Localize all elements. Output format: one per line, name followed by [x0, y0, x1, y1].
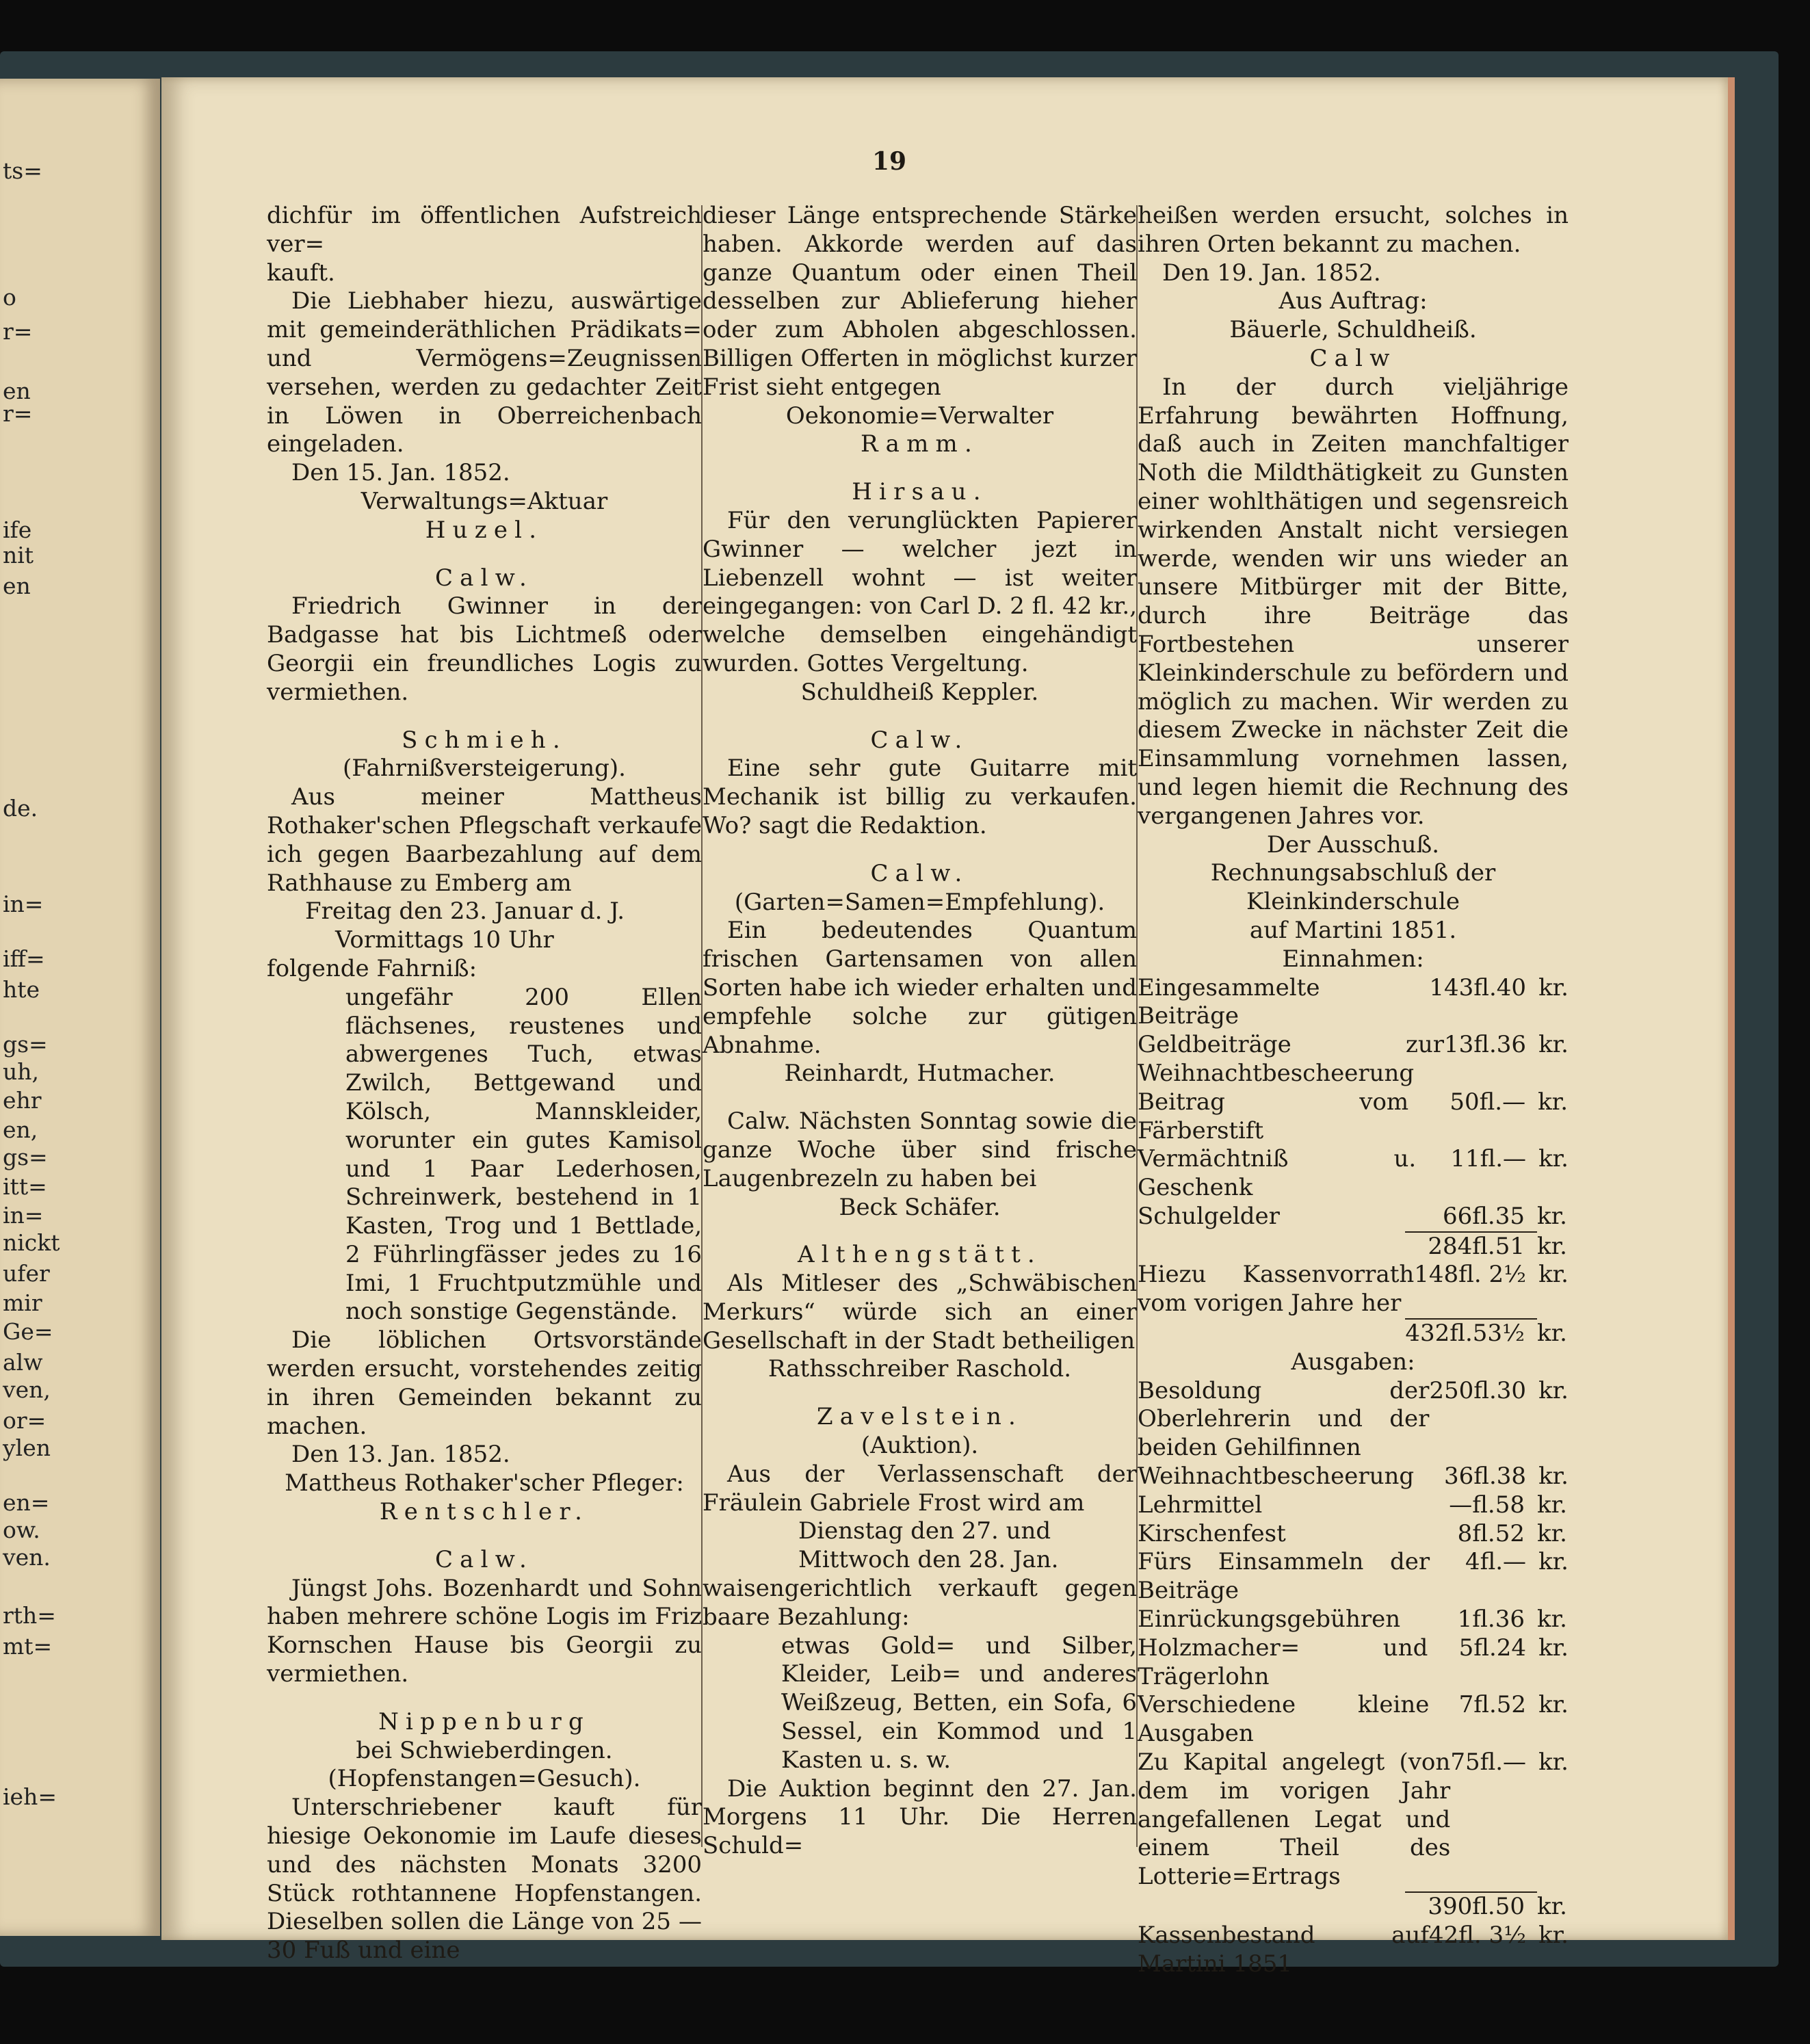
- page-number: 19: [872, 147, 907, 176]
- notice-signature: Rathsschreiber Raschold.: [768, 1355, 1072, 1383]
- row-label: Einrückungsgebühren: [1138, 1606, 1401, 1634]
- column-1: [267, 202, 702, 1965]
- left-page-fragment: ts=: [3, 157, 42, 184]
- table-row: [1138, 1031, 1569, 1088]
- left-page-margin: [0, 79, 160, 1936]
- row-amount: 13fl.36: [1444, 1031, 1527, 1059]
- notice-signature: Rentschler.: [379, 1498, 590, 1526]
- notice-heading: Calw: [1309, 344, 1397, 372]
- notice-subheading: (Fahrnißversteigerung).: [343, 755, 626, 783]
- left-page-fragment: mt=: [3, 1633, 53, 1660]
- notice-body: In der durch vieljährige Erfahrung bewährten Hoffnung, daß auch in Zeiten manchfaltiger Noth die Mildthätigkeit zu Gunsten einer wohlthätigen und segensreich wirkenden Anstalt nicht versiegen werde, wenden wir uns wieder an unsere Mitbürger mit der Bitte, durch ihre Beiträge das Fortbestehen unserer Kleinkinderschule zu befördern und möglich zu machen. Wir werden zu diesem Zwecke in nächster Zeit die Einsammlung vornehmen lassen, und legen hiemit die Rechnung des vergangenen Jahres vor.: [1138, 373, 1569, 830]
- notice-heading: Nippenburg: [378, 1707, 590, 1735]
- left-page-fragment: o: [3, 284, 16, 311]
- row-unit: kr.: [1538, 1031, 1569, 1059]
- notice-body: Aus meiner Mattheus Rothaker'schen Pflegschaft verkaufe ich gegen Baarbezahlung auf dem Rathhause zu Emberg am: [267, 783, 702, 897]
- table-sum-row: [1138, 1891, 1569, 1922]
- table-title: auf Martini 1851.: [1249, 916, 1457, 944]
- row-amount: 11fl.—: [1450, 1145, 1527, 1173]
- notice-subheading: bei Schwieberdingen.: [356, 1736, 613, 1764]
- notice-body: Die Auktion beginnt den 27. Jan. Morgens 11 Uhr. Die Herren Schuld=: [703, 1774, 1137, 1860]
- left-page-fragment: alw: [3, 1349, 43, 1376]
- notice-date: Den 19. Jan. 1852.: [1162, 259, 1381, 287]
- table-section-heading: Einnahmen:: [1282, 945, 1424, 973]
- row-label: Holzmacher= und Trägerlohn: [1138, 1634, 1428, 1690]
- notice-body: Jüngst Johs. Bozenhardt und Sohn haben mehrere schöne Logis im Friz Kornschen Hause bis Georgii zu vermiethen.: [267, 1574, 702, 1688]
- notice-subheading: (Garten=Samen=Empfehlung).: [734, 888, 1105, 916]
- row-amount: 50fl.—: [1450, 1088, 1526, 1116]
- notice-date: Den 13. Jan. 1852.: [291, 1441, 510, 1469]
- row-unit: kr.: [1537, 1491, 1567, 1519]
- table-row: [1138, 1491, 1569, 1520]
- notice-signature: Beck Schäfer.: [839, 1193, 1001, 1221]
- row-unit: kr.: [1538, 1463, 1569, 1491]
- row-label: Vermächtniß u. Geschenk: [1138, 1145, 1417, 1202]
- left-page-fragment: r=: [3, 318, 33, 345]
- notice-body: Friedrich Gwinner in der Badgasse hat bis Lichtmeß oder Georgii ein freundliches Logis zu vermiethen.: [267, 592, 702, 706]
- row-unit: kr.: [1538, 1088, 1569, 1116]
- table-title: Rechnungsabschluß der Kleinkinderschule: [1210, 859, 1496, 916]
- notice-signature: Bäuerle, Schuldheiß.: [1229, 316, 1477, 344]
- row-label: Eingesammelte Beiträge: [1138, 973, 1320, 1030]
- table-row: [1138, 1088, 1569, 1146]
- left-page-fragment: de.: [3, 795, 38, 822]
- notice-body: Für den verunglückten Papierer Gwinner — welcher jezt in Liebenzell wohnt — ist weiter eingegangen: von Carl D. 2 fl. 42 kr., welche demselben eingehändigt wurden. Gottes Vergeltung.: [703, 506, 1137, 677]
- table-row: [1138, 1606, 1569, 1634]
- left-page-fragment: r=: [3, 400, 33, 427]
- notice-body: Unterschriebener kauft für hiesige Oekonomie im Laufe dieses und des nächsten Monats 3200 Stück rothtannene Hopfenstangen. Dieselben sollen die Länge von 25 — 30 Fuß und eine: [267, 1794, 702, 1965]
- sum-amount: 390fl.50: [1405, 1891, 1537, 1922]
- row-label: Besoldung der Oberlehrerin und der beiden Gehilfinnen: [1138, 1376, 1430, 1462]
- notice-subheading: (Auktion).: [861, 1432, 979, 1460]
- notice-signature: Schuldheiß Keppler.: [800, 678, 1039, 706]
- left-page-fragment: ufer: [3, 1260, 50, 1287]
- table-row: [1138, 1203, 1569, 1231]
- left-page-fragment: ven,: [3, 1376, 51, 1403]
- row-unit: kr.: [1538, 1921, 1569, 1949]
- left-page-fragment: en: [3, 378, 31, 404]
- row-label: Kirschenfest: [1138, 1519, 1286, 1547]
- notice-body: Calw. Nächsten Sonntag sowie die ganze Woche über sind frische Laugenbrezeln zu haben bei: [703, 1108, 1137, 1192]
- left-page-fragment: ow.: [3, 1517, 40, 1543]
- page-edge: [1728, 77, 1735, 1940]
- left-page-fragment: Ge=: [3, 1318, 53, 1345]
- notice-signature: Huzel.: [425, 516, 544, 544]
- notice-heading: Schmieh.: [402, 726, 567, 754]
- table-row: [1138, 1548, 1569, 1606]
- notice-signature: Ramm.: [861, 430, 979, 458]
- notice-continuation: dichfür im öffentlichen Aufstreich ver=: [267, 202, 702, 258]
- row-unit: kr.: [1538, 1145, 1569, 1173]
- table-row: [1138, 1463, 1569, 1491]
- row-label: Lehrmittel: [1138, 1491, 1263, 1519]
- left-page-fragment: gs=: [3, 1031, 48, 1058]
- table-row: [1138, 1261, 1569, 1318]
- row-amount: 75fl.—: [1450, 1748, 1527, 1777]
- left-page-fragment: in=: [3, 1202, 44, 1229]
- left-page-fragment: en: [3, 573, 31, 599]
- row-amount: 4fl.—: [1465, 1548, 1527, 1576]
- row-label: Geldbeiträge zur Weihnachtbescheerung: [1138, 1031, 1445, 1087]
- table-section-heading: Ausgaben:: [1291, 1348, 1415, 1376]
- sum-amount: 284fl.51: [1405, 1231, 1537, 1261]
- row-unit: kr.: [1538, 1261, 1569, 1289]
- notice-body: Die Liebhaber hiezu, auswärtige mit gemeinderäthlichen Prädikats= und Vermögens=Zeugnissen versehen, werden zu gedachter Zeit in Löwen in Oberreichenbach eingeladen.: [267, 287, 702, 458]
- sum-amount: 432fl.53½: [1405, 1318, 1537, 1348]
- left-page-fragment: gs=: [3, 1144, 48, 1170]
- row-unit: kr.: [1538, 973, 1569, 1001]
- notice-date: Dienstag den 27. und: [798, 1517, 1051, 1545]
- left-page-fragment: uh,: [3, 1058, 39, 1085]
- notice-heading: Hirsau.: [852, 478, 988, 506]
- notice-continuation: dieser Länge entsprechende Stärke haben. Akkorde werden auf das ganze Quantum oder einen Theil desselben zur Ablieferung hieher oder zum Abholen abgeschlossen. Billigen Offerten in möglichst kurzer Frist sieht entgegen: [703, 202, 1137, 401]
- notice-signature: Der Ausschuß.: [1266, 830, 1440, 859]
- row-label: Kassenbestand auf Martini 1851: [1138, 1921, 1429, 1978]
- row-amount: 7fl.52: [1458, 1691, 1527, 1719]
- table-sum-row: [1138, 1318, 1569, 1348]
- table-row: [1138, 974, 1569, 1032]
- table-row: [1138, 1520, 1569, 1549]
- notice-heading: Calw.: [870, 726, 969, 754]
- left-page-fragment: hte: [3, 976, 40, 1003]
- row-amount: 66fl.35: [1442, 1202, 1525, 1230]
- notice-body: folgende Fahrniß:: [267, 954, 477, 982]
- row-unit: kr.: [1537, 1232, 1567, 1260]
- row-amount: 8fl.52: [1457, 1519, 1525, 1547]
- notice-date: Mittwoch den 28. Jan.: [798, 1546, 1059, 1574]
- row-unit: kr.: [1537, 1519, 1567, 1547]
- left-page-fragment: nit: [3, 542, 34, 568]
- notice-body: waisengerichtlich verkauft gegen baare Bezahlung:: [703, 1575, 1137, 1631]
- notice-list: ungefähr 200 Ellen flächsenes, reustenes und abwergenes Tuch, etwas Zwilch, Bettgewand und Kölsch, Mannskleider, worunter ein gutes Kamisol und 1 Paar Lederhosen, Schreinwerk, bestehend in 1 Kasten, Trog und 1 Bettlade, 2 Führlingfässer jedes zu 16 Imi, 1 Fruchtputzmühle und noch sonstige Gegenstände.: [345, 983, 702, 1326]
- notice-heading: Calw.: [434, 564, 534, 592]
- notice-signature: Oekonomie=Verwalter: [785, 402, 1054, 430]
- left-page-fragment: nickt: [3, 1229, 60, 1256]
- left-page-fragment: or=: [3, 1407, 47, 1434]
- income-table: [1138, 974, 1569, 1348]
- left-page-fragment: mir: [3, 1289, 42, 1316]
- row-label: Schulgelder: [1138, 1202, 1280, 1230]
- table-row: [1138, 1377, 1569, 1463]
- left-page-fragment: ehr: [3, 1087, 42, 1114]
- row-label: Fürs Einsammeln der Beiträge: [1138, 1548, 1430, 1605]
- left-page-fragment: ven.: [3, 1544, 51, 1571]
- left-page-fragment: ieh=: [3, 1783, 57, 1810]
- notice-signature: Verwaltungs=Aktuar: [360, 487, 608, 515]
- row-label: Hiezu Kassenvorrath vom vorigen Jahre her: [1138, 1261, 1415, 1318]
- notice-heading: Calw.: [870, 859, 969, 887]
- notice-continuation: heißen werden ersucht, solches in ihren Orten bekannt zu machen.: [1138, 202, 1569, 258]
- row-unit: kr.: [1537, 1606, 1567, 1634]
- table-row: [1138, 1691, 1569, 1748]
- notice-body: Aus der Verlassenschaft der Fräulein Gabriele Frost wird am: [703, 1460, 1137, 1517]
- notice-body: Als Mitleser des „Schwäbischen Merkurs“ würde sich an einer Gesellschaft in der Stadt betheiligen: [703, 1270, 1137, 1354]
- notice-body: Ein bedeutendes Quantum frischen Gartensamen von allen Sorten habe ich wieder erhalten und empfehle solche zur gütigen Abnahme.: [703, 917, 1137, 1059]
- row-unit: kr.: [1538, 1691, 1569, 1719]
- row-unit: kr.: [1538, 1376, 1569, 1404]
- row-label: Weihnachtbescheerung: [1138, 1463, 1415, 1491]
- notice-heading: Calw.: [434, 1545, 534, 1573]
- notice-signature: Aus Auftrag:: [1278, 287, 1428, 315]
- table-row: [1138, 1634, 1569, 1692]
- row-unit: kr.: [1537, 1320, 1567, 1348]
- left-page-fragment: rth=: [3, 1602, 56, 1629]
- notice-subheading: (Hopfenstangen=Gesuch).: [328, 1765, 641, 1793]
- notice-heading: Zavelstein.: [816, 1403, 1023, 1431]
- row-unit: kr.: [1538, 1548, 1569, 1576]
- left-page-fragment: en=: [3, 1489, 50, 1516]
- column-2: [703, 202, 1137, 1861]
- notice-signature: Mattheus Rothaker'scher Pfleger:: [285, 1469, 684, 1497]
- notice-continuation: kauft.: [267, 259, 335, 287]
- left-page-fragment: itt=: [3, 1173, 47, 1200]
- row-amount: 36fl.38: [1444, 1463, 1527, 1491]
- row-amount: 148fl. 2½: [1414, 1261, 1527, 1289]
- row-unit: kr.: [1537, 1893, 1567, 1921]
- row-amount: 5fl.24: [1458, 1634, 1527, 1662]
- row-unit: kr.: [1537, 1202, 1567, 1230]
- notice-date: Vormittags 10 Uhr: [335, 926, 554, 954]
- row-unit: kr.: [1538, 1748, 1569, 1777]
- column-3: [1138, 202, 1569, 1978]
- notice-signature: Reinhardt, Hutmacher.: [784, 1060, 1055, 1088]
- row-label: Verschiedene kleine Ausgaben: [1138, 1691, 1430, 1748]
- row-label: Zu Kapital angelegt (von dem im vorigen Jahr angefallenen Legat und einem Theil des Lotterie=Ertrags: [1138, 1748, 1451, 1891]
- row-amount: 143fl.40: [1429, 973, 1527, 1001]
- row-amount: 1fl.36: [1457, 1606, 1525, 1634]
- table-row: [1138, 1922, 1569, 1979]
- left-page-fragment: en,: [3, 1116, 38, 1143]
- row-amount: 42fl. 3½: [1428, 1921, 1527, 1949]
- notice-body: Die löblichen Ortsvorstände werden ersucht, vorstehendes zeitig in ihren Gemeinden bekannt zu machen.: [267, 1326, 702, 1440]
- notice-heading: Althengstätt.: [798, 1241, 1042, 1269]
- notice-body: Eine sehr gute Guitarre mit Mechanik ist billig zu verkaufen. Wo? sagt die Redaktion.: [703, 755, 1137, 839]
- left-page-fragment: iff=: [3, 945, 45, 972]
- left-page-fragment: ife: [3, 516, 32, 543]
- notice-list: etwas Gold= und Silber, Kleider, Leib= und anderes Weißzeug, Betten, ein Sofa, 6 Sessel, ein Kommod und 1 Kasten u. s. w.: [781, 1632, 1137, 1774]
- row-unit: kr.: [1538, 1634, 1569, 1662]
- row-label: Beitrag vom Färberstift: [1138, 1088, 1409, 1144]
- row-amount: 250fl.30: [1429, 1376, 1527, 1404]
- left-page-fragment: ylen: [3, 1434, 51, 1461]
- row-amount: —fl.58: [1449, 1491, 1525, 1519]
- table-row: [1138, 1145, 1569, 1203]
- table-sum-row: [1138, 1231, 1569, 1261]
- table-row: [1138, 1748, 1569, 1891]
- expense-table: [1138, 1377, 1569, 1979]
- notice-date: Den 15. Jan. 1852.: [291, 459, 510, 487]
- notice-date: Freitag den 23. Januar d. J.: [305, 897, 625, 926]
- left-page-fragment: in=: [3, 891, 44, 917]
